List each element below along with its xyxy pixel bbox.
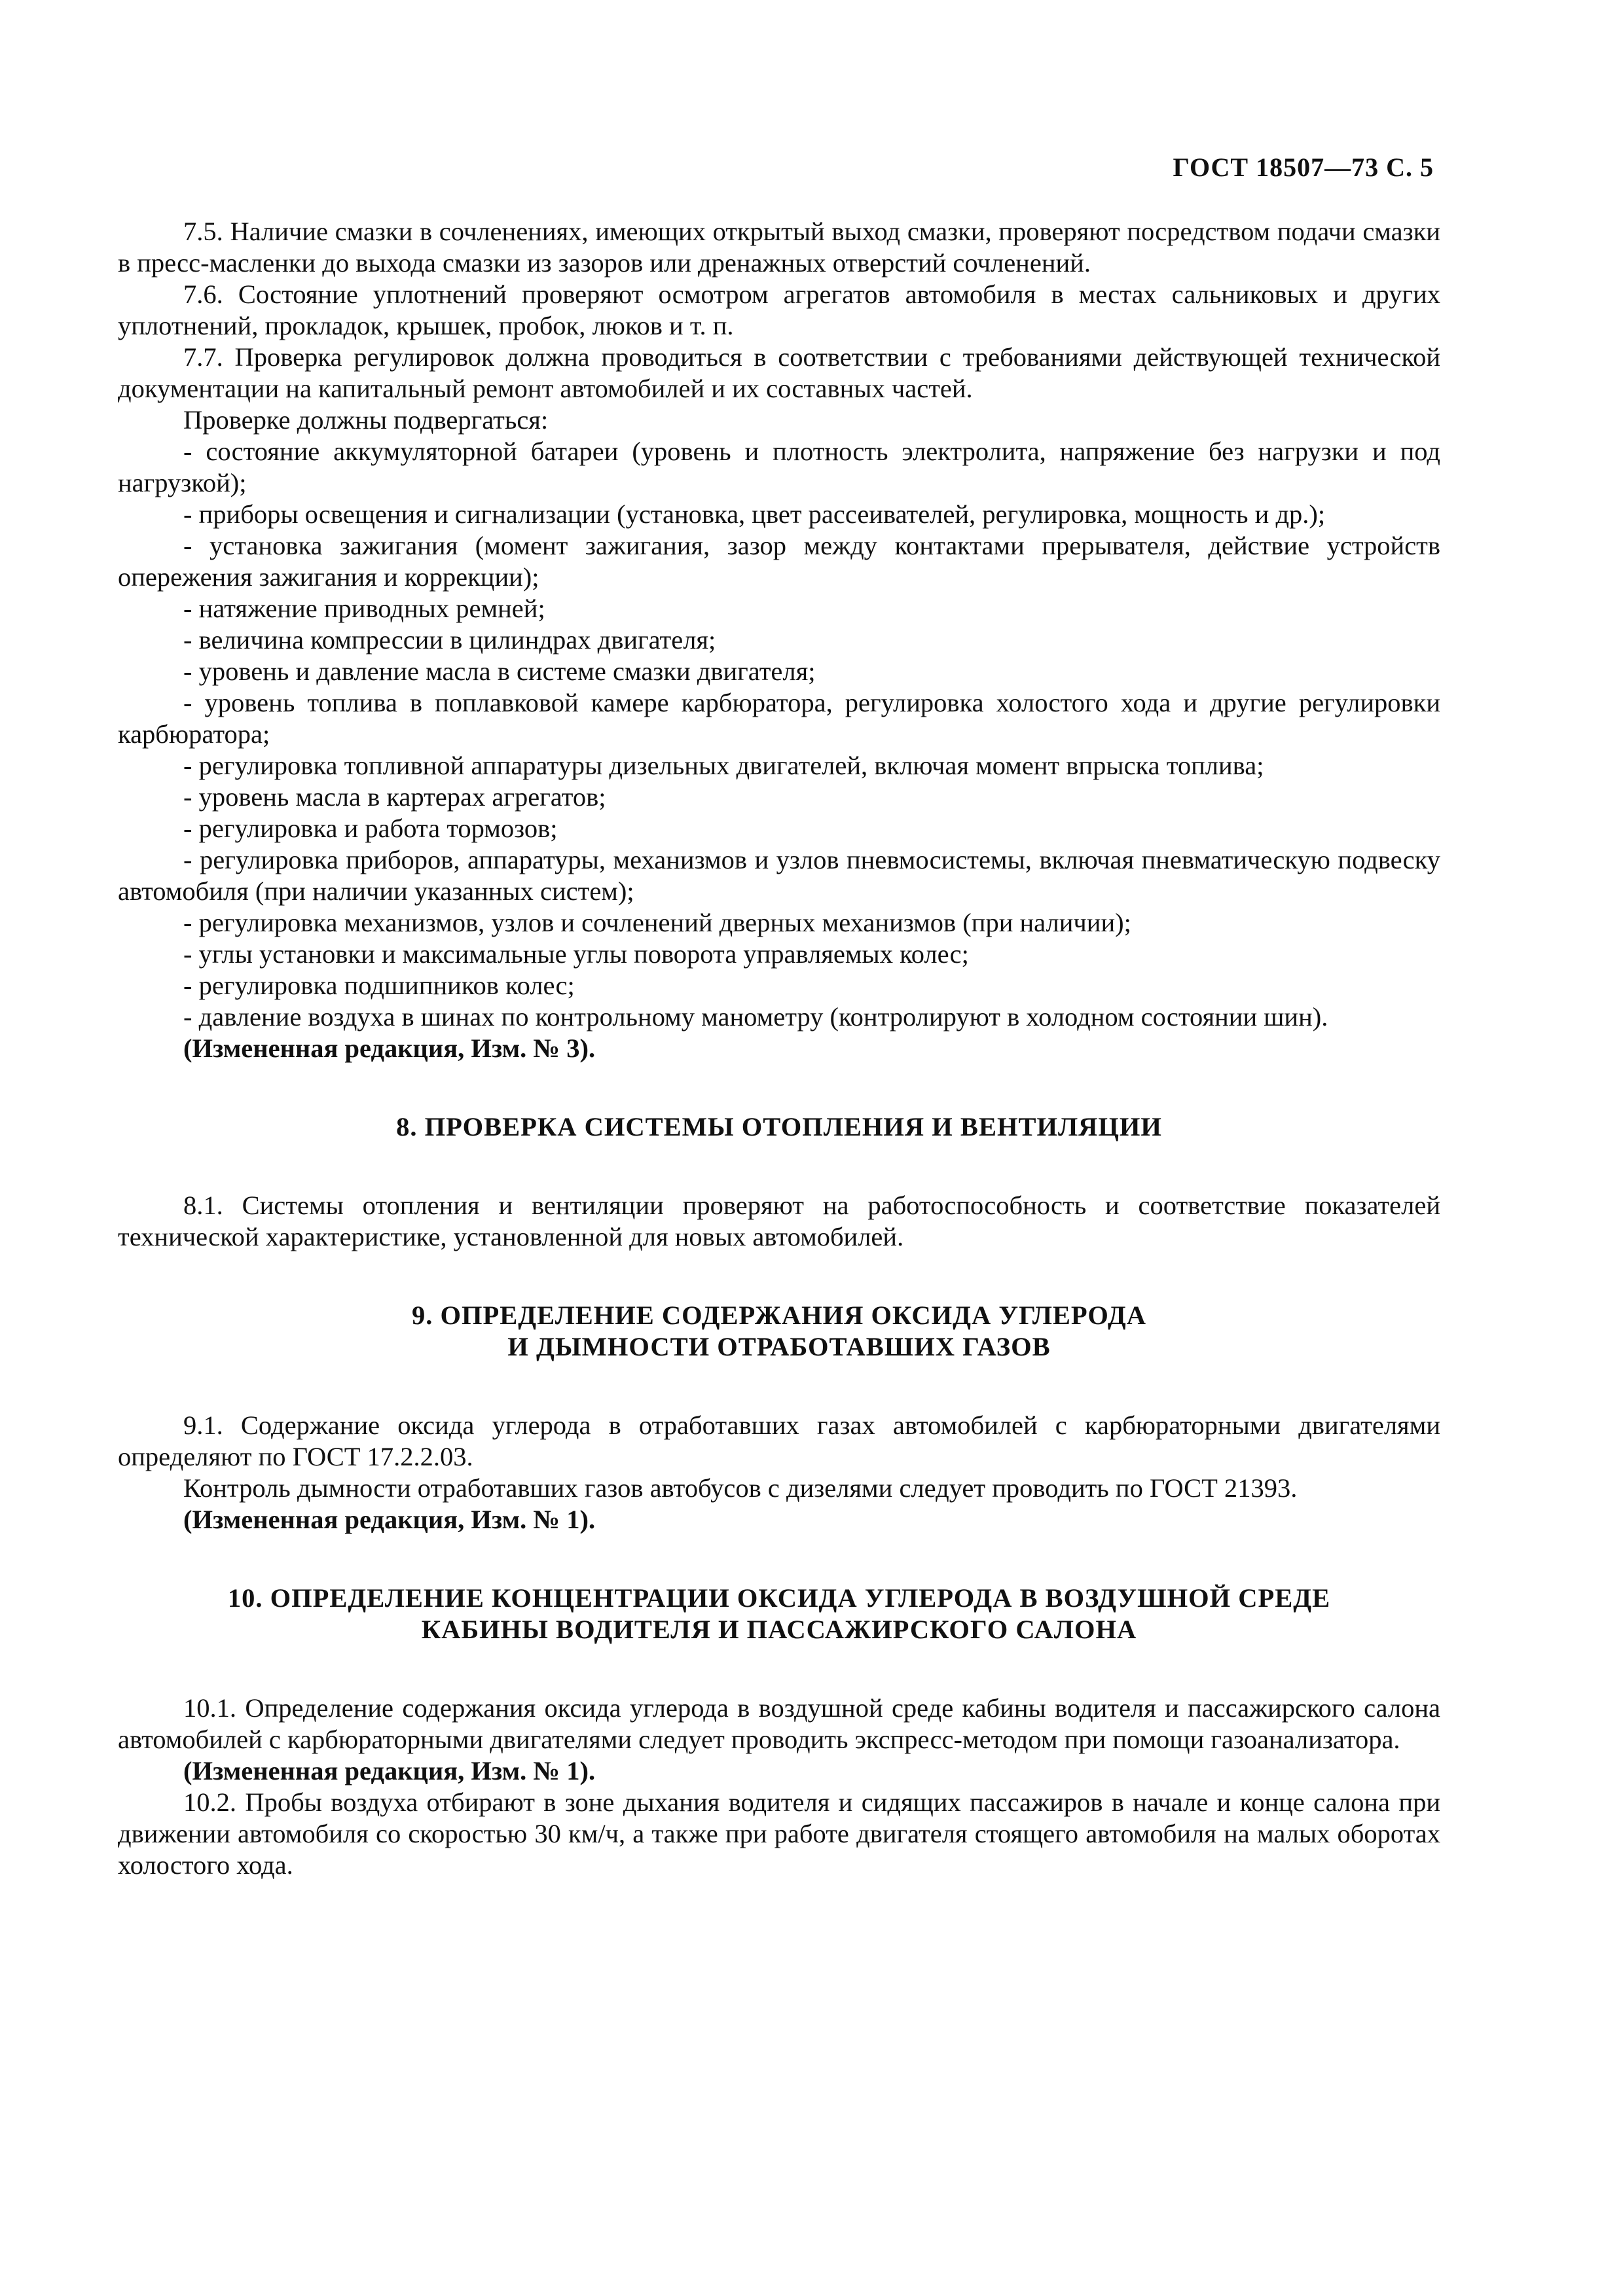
amendment-note-7: (Измененная редакция, Изм. № 3). (183, 1033, 596, 1063)
section-10-heading-line1: 10. ОПРЕДЕЛЕНИЕ КОНЦЕНТРАЦИИ ОКСИДА УГЛЕРОДА В ВОЗДУШНОЙ СРЕДЕ (227, 1583, 1331, 1613)
section-10-heading-line2: КАБИНЫ ВОДИТЕЛЯ И ПАССАЖИРСКОГО САЛОНА (421, 1615, 1137, 1644)
check-list-item: - уровень и давление масла в системе смазки двигателя; (183, 656, 816, 686)
check-list-item: - углы установки и максимальные углы поворота управляемых колес; (183, 939, 969, 969)
check-list-item: - регулировка и работа тормозов; (183, 814, 558, 843)
paragraph-9-1-smoke: Контроль дымности отработавших газов автобусов с дизелями следует проводить по ГОСТ 21393. (183, 1473, 1298, 1503)
document-body (118, 216, 1440, 1881)
page-header-ref: ГОСТ 18507—73 С. 5 (1173, 152, 1434, 182)
document-page (118, 0, 1440, 2296)
amendment-note-9: (Измененная редакция, Изм. № 1). (183, 1505, 596, 1534)
check-list-item: - приборы освещения и сигнализации (установка, цвет рассеивателей, регулировка, мощность и др.); (183, 499, 1326, 529)
check-list-item: - натяжение приводных ремней; (183, 594, 545, 623)
paragraph-9-1: 9.1. Содержание оксида углерода в отработавших газах автомобилей с карбюраторными двигателями определяют по ГОСТ 17.2.2.03. (118, 1410, 1440, 1471)
check-list-item: - регулировка приборов, аппаратуры, механизмов и узлов пневмосистемы, включая пневматическую подвеску автомобиля (при наличии указанных систем); (118, 845, 1440, 906)
section-9-heading-line1: 9. ОПРЕДЕЛЕНИЕ СОДЕРЖАНИЯ ОКСИДА УГЛЕРОДА (411, 1300, 1147, 1330)
check-list-item: - регулировка топливной аппаратуры дизельных двигателей, включая момент впрыска топлива; (183, 751, 1264, 780)
check-list-intro: Проверке должны подвергаться: (183, 405, 549, 435)
paragraph-7-7: 7.7. Проверка регулировок должна проводиться в соответствии с требованиями действующей технической документации на капитальный ремонт автомобилей и их составных частей. (118, 342, 1440, 403)
check-list-item: - состояние аккумуляторной батареи (уровень и плотность электролита, напряжение без нагрузки и под нагрузкой); (118, 437, 1440, 497)
check-list-item: - установка зажигания (момент зажигания, зазор между контактами прерывателя, действие устройств опережения зажигания и коррекции); (118, 531, 1440, 592)
section-9-heading-line2: И ДЫМНОСТИ ОТРАБОТАВШИХ ГАЗОВ (507, 1332, 1051, 1361)
check-list-item: - давление воздуха в шинах по контрольному манометру (контролируют в холодном состоянии шин). (183, 1002, 1328, 1031)
check-list-item: - величина компрессии в цилиндрах двигателя; (183, 625, 716, 655)
check-list-item: - уровень топлива в поплавковой камере карбюратора, регулировка холостого хода и другие регулировки карбюратора; (118, 688, 1440, 749)
check-list-item: - регулировка подшипников колес; (183, 971, 575, 1000)
paragraph-7-6: 7.6. Состояние уплотнений проверяют осмотром агрегатов автомобиля в местах сальниковых и других уплотнений, прокладок, крышек, пробок, люков и т. п. (118, 279, 1440, 340)
check-list-item: - регулировка механизмов, узлов и сочленений дверных механизмов (при наличии); (183, 908, 1131, 937)
amendment-note-10: (Измененная редакция, Изм. № 1). (183, 1756, 596, 1785)
paragraph-7-5: 7.5. Наличие смазки в сочленениях, имеющих открытый выход смазки, проверяют посредством подачи смазки в пресс-масленки до выхода смазки из зазоров или дренажных отверстий сочленений. (118, 217, 1440, 278)
paragraph-10-1: 10.1. Определение содержания оксида углерода в воздушной среде кабины водителя и пассажирского салона автомобилей с карбюраторными двигателями следует проводить экспресс-методом при помощи газоанализатора. (118, 1693, 1440, 1754)
check-list-item: - уровень масла в картерах агрегатов; (183, 782, 606, 812)
paragraph-10-2: 10.2. Пробы воздуха отбирают в зоне дыхания водителя и сидящих пассажиров в начале и конце салона при движении автомобиля со скоростью 30 км/ч, а также при работе двигателя стоящего автомобиля на малых оборотах холостого хода. (118, 1787, 1440, 1880)
paragraph-8-1: 8.1. Системы отопления и вентиляции проверяют на работоспособность и соответствие показателей технической характеристике, установленной для новых автомобилей. (118, 1191, 1440, 1251)
section-8-heading: 8. ПРОВЕРКА СИСТЕМЫ ОТОПЛЕНИЯ И ВЕНТИЛЯЦИИ (396, 1112, 1162, 1141)
